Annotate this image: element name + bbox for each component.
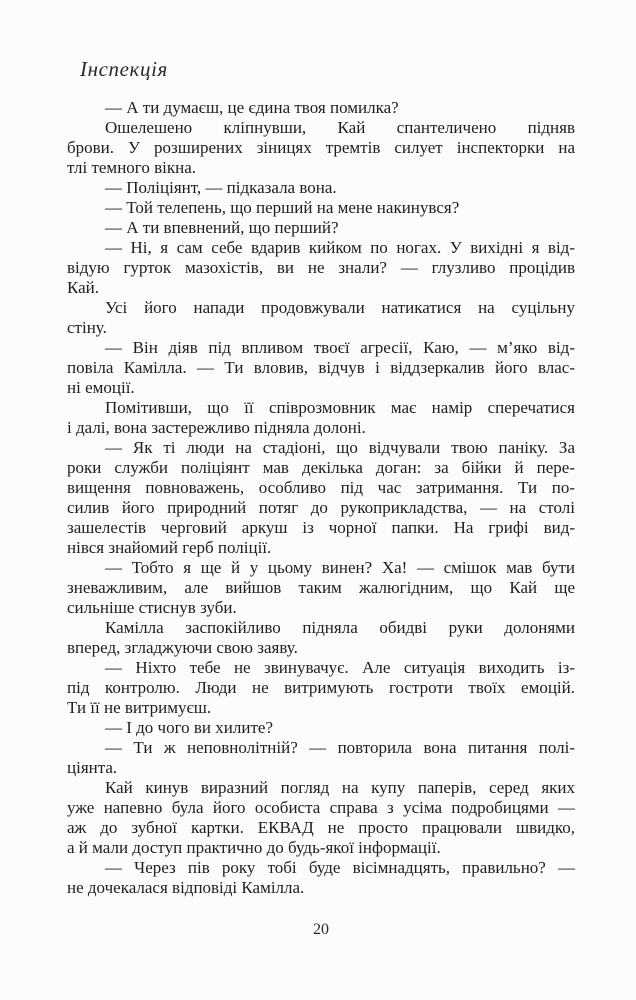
text-line: — А ти впевнений, що перший? [105,218,339,237]
text-line: — Ніхто тебе не звинувачує. Але ситуація виходить із- [105,658,575,677]
text-line: Кай. [67,278,100,297]
text-line: відую гурток мазохістів, ви не знали? — глузливо процідив [67,258,575,277]
text-line: Усі його напади продовжували натикатися на суцільну [105,298,575,317]
text-line: Помітивши, що її співрозмовник має намір сперечатися [105,398,575,417]
text-line: а й мали доступ практично до будь-якої інформації. [67,838,441,857]
page-number: 20 [313,921,329,938]
text-line: Ти її не витримуєш. [67,698,212,717]
text-line: Ошелешено кліпнувши, Кай спантеличено підняв [105,118,575,137]
text-line: нівся знайомий герб поліції. [67,538,272,557]
text-line: ні емоції. [67,378,135,397]
text-line: — Тобто я ще й у цьому винен? Ха! — смішок мав бути [105,558,575,577]
text-line: Кай кинув виразний погляд на купу паперів, серед яких [105,778,575,797]
text-line: тлі темного вікна. [67,158,196,177]
text-line: силив його природний потяг до рукоприкладства, — на столі [67,498,575,517]
text-line: роки служби поліціянт мав декілька доган: за бійки й пере- [67,458,575,477]
text-line: вперед, згладжуючи свою заяву. [67,638,298,657]
text-line: ціянта. [67,758,118,777]
text-line: під контролю. Люди не витримують гостроти твоїх емоцій. [67,678,575,697]
text-line: не дочекалася відповіді Камілла. [67,878,305,897]
text-line: сильніше стиснув зуби. [67,598,237,617]
text-line: аж до зубної картки. ЕКВАД не просто працювали швидко, [67,818,575,837]
text-line: — Той телепень, що перший на мене накинувся? [105,198,460,217]
text-line: уже напевно була його особиста справа з усіма подробицями — [67,798,575,817]
text-line: — А ти думаєш, це єдина твоя помилка? [105,98,399,117]
text-line: брови. У розширених зіницях тремтів силует інспекторки на [67,138,575,157]
text-line: зашелестів черговий аркуш із чорної папки. На грифі вид- [67,518,575,537]
text-line: — І до чого ви хилите? [105,718,273,737]
text-line: Камілла заспокійливо підняла обидві руки долонями [105,618,575,637]
text-line: — Ні, я сам себе вдарив кийком по ногах. У вихідні я від- [105,238,575,257]
text-line: — Він діяв під впливом твоєї агресії, Каю, — м’яко від- [105,338,575,357]
text-line: — Як ті люди на стадіоні, що відчували твою паніку. За [105,438,575,457]
running-header: Інспекція [80,57,168,81]
text-line: і далі, вона застережливо підняла долоні. [67,418,366,437]
text-line: повіла Камілла. — Ти вловив, відчув і віддзеркалив його влас- [67,358,575,377]
text-line: — Через пів року тобі буде вісімнадцять, правильно? — [105,858,575,877]
text-line: — Поліціянт, — підказала вона. [105,178,337,197]
text-line: вищення повноважень, особливо під час затримання. Ти по- [67,478,575,497]
text-line: зневажливим, але вийшов таким жалюгідним, що Кай ще [67,578,575,597]
text-line: стіну. [67,318,107,337]
text-line: — Ти ж неповнолітній? — повторила вона питання полі- [105,738,575,757]
body-text [67,98,575,898]
